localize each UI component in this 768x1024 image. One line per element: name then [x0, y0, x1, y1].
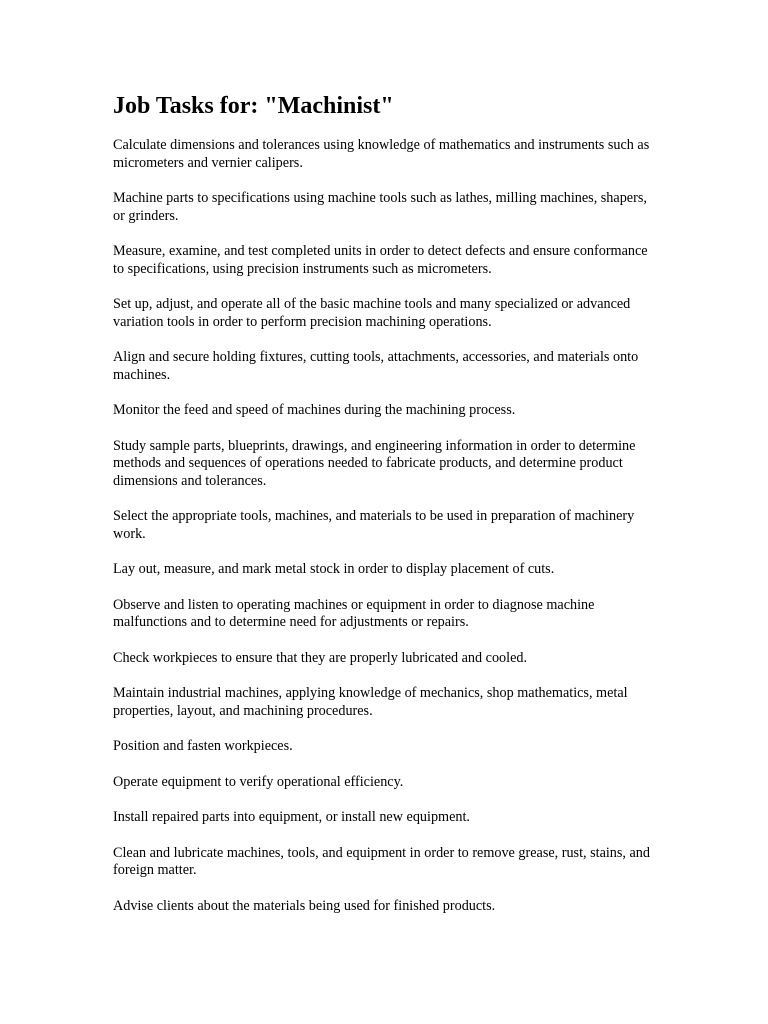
- task-item: Machine parts to specifications using machine tools such as lathes, milling machines, shapers, or grinders.: [113, 190, 647, 224]
- task-item: Study sample parts, blueprints, drawings, and engineering information in order to determine methods and sequences of operations needed to fabricate products, and determine product dimensions and tolerances.: [113, 437, 636, 489]
- task-item: Select the appropriate tools, machines, and materials to be used in preparation of machinery work.: [113, 508, 635, 542]
- task-item: Lay out, measure, and mark metal stock in order to display placement of cuts.: [113, 561, 555, 577]
- task-item: Position and fasten workpieces.: [113, 738, 293, 754]
- document-page: [113, 92, 653, 933]
- task-item: Operate equipment to verify operational efficiency.: [113, 773, 404, 790]
- task-item: Calculate dimensions and tolerances using knowledge of mathematics and instruments such as micrometers and vernier calipers.: [113, 137, 650, 171]
- task-item: Measure, examine, and test completed units in order to detect defects and ensure conformance to specifications, using precision instruments such as micrometers.: [113, 243, 648, 277]
- task-item: Monitor the feed and speed of machines during the machining process.: [113, 402, 516, 418]
- task-item: Advise clients about the materials being used for finished products.: [113, 897, 496, 914]
- task-item: Clean and lubricate machines, tools, and equipment in order to remove grease, rust, stains, and foreign matter.: [113, 844, 650, 878]
- task-item: Maintain industrial machines, applying knowledge of mechanics, shop mathematics, metal properties, layout, and machining procedures.: [113, 685, 628, 719]
- task-item: Install repaired parts into equipment, or install new equipment.: [113, 809, 470, 825]
- task-item: Set up, adjust, and operate all of the basic machine tools and many specialized or advanced variation tools in order to perform precision machining operations.: [113, 296, 631, 330]
- page-title: Job Tasks for: "Machinist": [113, 93, 394, 119]
- task-item: Check workpieces to ensure that they are properly lubricated and cooled.: [113, 649, 528, 666]
- task-item: Observe and listen to operating machines or equipment in order to diagnose machine malfunctions and to determine need for adjustments or repairs.: [113, 596, 595, 630]
- task-item: Align and secure holding fixtures, cutting tools, attachments, accessories, and materials onto machines.: [113, 349, 639, 383]
